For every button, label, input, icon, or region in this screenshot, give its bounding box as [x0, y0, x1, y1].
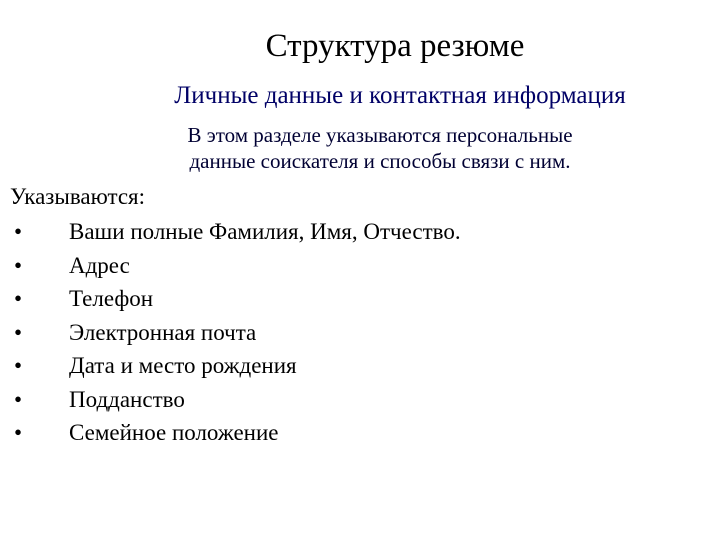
bullet-icon: • [14, 420, 23, 445]
list-item-text: Подданство [69, 386, 185, 412]
bullet-icon: • [14, 286, 23, 311]
intro-paragraph [60, 122, 700, 174]
section-subtitle: Личные данные и контактная информация [174, 82, 626, 109]
list-item [14, 249, 461, 283]
list-item [14, 316, 461, 350]
list-item-text: Адрес [69, 252, 130, 278]
bullet-icon: • [14, 386, 23, 412]
intro-line: В этом разделе указываются персональные [187, 123, 573, 147]
bullet-icon: • [14, 252, 23, 278]
list-item-text: Семейное положение [69, 420, 279, 445]
bullet-list [14, 215, 461, 450]
list-item [14, 215, 461, 249]
bullet-icon: • [14, 353, 23, 378]
list-item [14, 349, 461, 383]
list-item-text: Ваши полные Фамилия, Имя, Отчество. [69, 219, 461, 244]
list-lead: Указываются: [10, 184, 145, 209]
bullet-icon: • [14, 219, 23, 244]
list-item [14, 282, 461, 316]
list-item-text: Электронная почта [69, 319, 257, 345]
list-item [14, 416, 461, 450]
list-item-text: Телефон [69, 286, 154, 311]
slide-title: Структура резюме [265, 28, 525, 64]
list-item-text: Дата и место рождения [69, 353, 297, 378]
list-item [14, 383, 461, 417]
bullet-icon: • [14, 319, 23, 345]
intro-line: данные соискателя и способы связи с ним. [189, 149, 571, 173]
